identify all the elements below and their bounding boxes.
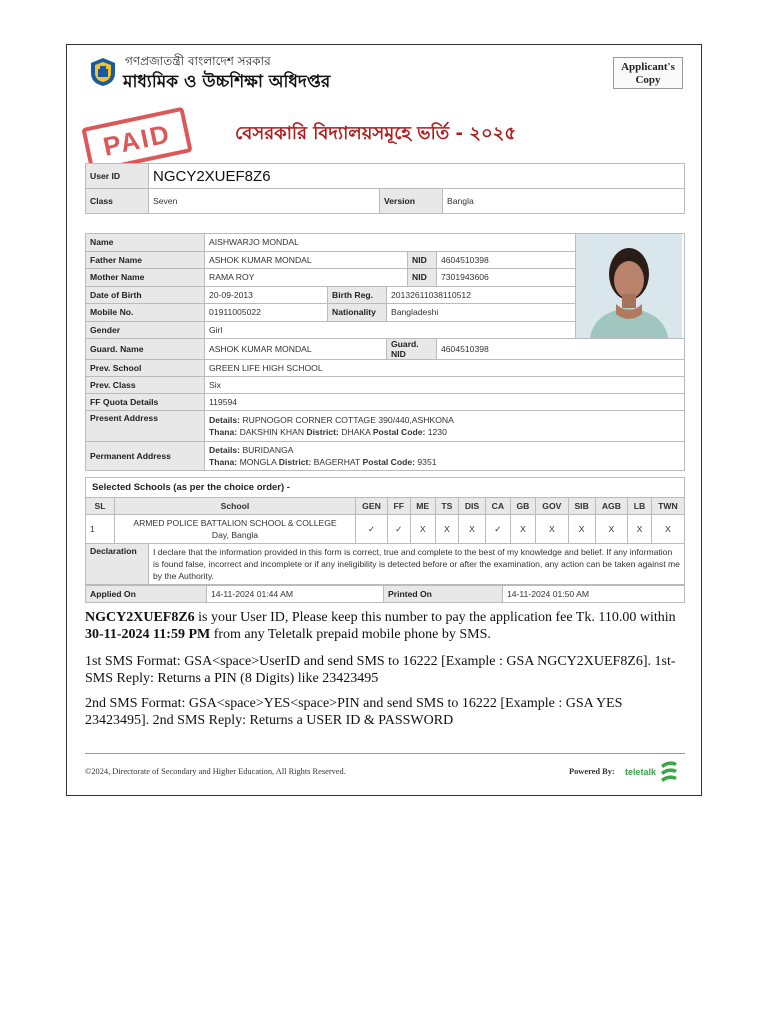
permanent-thana-value: MONGLA [239, 457, 277, 467]
guardian-name-label: Guard. Name [86, 339, 205, 360]
quota-mark-twn: X [651, 515, 684, 544]
present-thana-value: DAKSHIN KHAN [239, 427, 305, 437]
schools-body [86, 515, 685, 544]
schools-header-row [86, 498, 685, 515]
school-name-cell [115, 515, 356, 544]
government-name: গণপ্রজাতন্ত্রী বাংলাদেশ সরকার [125, 54, 271, 68]
quota-mark-agb: X [595, 515, 628, 544]
version-value: Bangla [443, 189, 685, 214]
dates-table [85, 585, 685, 603]
quota-mark-lb: X [628, 515, 652, 544]
quota-mark-gov: X [536, 515, 569, 544]
teletalk-brand: teletalk [625, 767, 657, 777]
instruction-text-b: from any Teletalk prepaid mobile phone by SMS. [210, 627, 491, 642]
applicant-details-table [85, 233, 685, 471]
schools-column-agb: AGB [595, 498, 628, 515]
prev-school-value: GREEN LIFE HIGH SCHOOL [205, 360, 685, 377]
applicant-copy-badge [613, 57, 683, 89]
present-postal-value: 1230 [427, 427, 447, 437]
applied-on-label: Applied On [86, 586, 207, 603]
copyright-text: ©2024, Directorate of Secondary and Higher Education, All Rights Reserved. [85, 767, 346, 776]
version-label: Version [380, 189, 443, 214]
powered-by-label: Powered By: [569, 767, 615, 776]
government-logo-icon [89, 57, 117, 87]
prev-class-value: Six [205, 377, 685, 394]
school-shift: Day, Bangla [211, 530, 259, 540]
permanent-address-value [205, 442, 685, 471]
birth-reg-label: Birth Reg. [328, 286, 387, 304]
ff-quota-label: FF Quota Details [86, 394, 205, 411]
declaration-table [85, 543, 685, 585]
quota-mark-ff: ✓ [387, 515, 410, 544]
instruction-deadline: 30-11-2024 11:59 PM [85, 627, 211, 642]
mother-name-value: RAMA ROY [205, 269, 408, 287]
permanent-district-value: BAGERHAT [313, 457, 361, 467]
paid-stamp: PAID [81, 107, 192, 174]
class-value: Seven [149, 189, 380, 214]
father-nid-value: 4604510398 [437, 251, 576, 269]
quota-mark-gen: ✓ [356, 515, 388, 544]
applicant-photo [576, 234, 682, 338]
present-district-value: DHAKA [341, 427, 371, 437]
applied-on-value: 14-11-2024 01:44 AM [207, 586, 384, 603]
dob-value: 20-09-2013 [205, 286, 328, 304]
instruction-user-id: NGCY2XUEF8Z6 [85, 610, 195, 625]
present-details-value: RUPNOGOR CORNER COTTAGE 390/440,ASHKONA [242, 415, 454, 425]
quota-mark-gb: X [510, 515, 535, 544]
quota-mark-ca: ✓ [485, 515, 510, 544]
printed-on-label: Printed On [384, 586, 503, 603]
selected-schools-heading: Selected Schools (as per the choice order) - [85, 477, 685, 497]
photo-cell [576, 234, 685, 339]
schools-column-dis: DIS [458, 498, 485, 515]
footer-divider [85, 753, 685, 754]
gender-label: Gender [86, 321, 205, 339]
mobile-label: Mobile No. [86, 304, 205, 322]
declaration-label: Declaration [86, 544, 149, 585]
schools-column-lb: LB [628, 498, 652, 515]
declaration-text: I declare that the information provided in this form is correct, true and complete to the best of my knowledge and belief. If any information is found false, incorrect and incomplete or if any ineligibility is detected before or after the examination, any action can be taken against me by the Authority. [149, 544, 685, 585]
permanent-thana-label: Thana: [209, 457, 238, 467]
nationality-label: Nationality [328, 304, 387, 322]
schools-column-ca: CA [485, 498, 510, 515]
prev-school-label: Prev. School [86, 360, 205, 377]
class-label: Class [86, 189, 149, 214]
prev-class-label: Prev. Class [86, 377, 205, 394]
guardian-nid-value: 4604510398 [437, 339, 685, 360]
table-row [86, 515, 685, 544]
quota-mark-dis: X [458, 515, 485, 544]
copy-label-line-2: Copy [635, 74, 661, 86]
mother-name-label: Mother Name [86, 269, 205, 287]
present-address-value [205, 411, 685, 442]
selected-schools-table [85, 497, 685, 544]
schools-column-gb: GB [510, 498, 535, 515]
teletalk-logo-icon [659, 759, 679, 783]
user-id-label: User ID [86, 164, 149, 189]
schools-column-ff: FF [387, 498, 410, 515]
schools-column-ts: TS [435, 498, 458, 515]
schools-column-gen: GEN [356, 498, 388, 515]
name-value: AISHWARJO MONDAL [205, 234, 576, 252]
schools-column-school: School [115, 498, 356, 515]
school-name: ARMED POLICE BATTALION SCHOOL & COLLEGE [133, 518, 337, 528]
admission-form [66, 44, 702, 796]
form-title: বেসরকারি বিদ্যালয়সমূহে ভর্তি - ২০২৫ [235, 123, 517, 144]
permanent-address-label: Permanent Address [86, 442, 205, 471]
payment-instruction [85, 609, 685, 643]
schools-column-twn: TWN [651, 498, 684, 515]
father-nid-label: NID [408, 251, 437, 269]
sms-format-2: 2nd SMS Format: GSA<space>YES<space>PIN and send SMS to 16222 [Example : GSA YES 23423495]. 2nd SMS Reply: Returns a USER ID & PASSWORD [85, 696, 623, 728]
present-address-label: Present Address [86, 411, 205, 442]
birth-reg-value: 20132611038110512 [387, 286, 576, 304]
sms-format-1: 1st SMS Format: GSA<space>UserID and send SMS to 16222 [Example : GSA NGCY2XUEF8Z6]. 1st-SMS Reply: Returns a PIN (8 Digits) like 23423495 [85, 654, 676, 686]
schools-column-me: ME [410, 498, 435, 515]
quota-mark-me: X [410, 515, 435, 544]
gender-value: Girl [205, 321, 576, 339]
permanent-postal-value: 9351 [417, 457, 437, 467]
applicant-photo-image [576, 234, 682, 338]
school-sl: 1 [86, 515, 115, 544]
instruction-text-a: is your User ID, Please keep this number to pay the application fee Tk. 110.00 within [194, 610, 676, 625]
copy-label-line-1: Applicant's [621, 61, 675, 73]
schools-column-sib: SIB [568, 498, 595, 515]
basic-info-table [85, 163, 685, 214]
permanent-district-label: District: [278, 457, 312, 467]
permanent-details-label: Details: [209, 445, 241, 455]
name-label: Name [86, 234, 205, 252]
dob-label: Date of Birth [86, 286, 205, 304]
quota-mark-ts: X [435, 515, 458, 544]
user-id-value: NGCY2XUEF8Z6 [149, 164, 685, 189]
guardian-nid-label: Guard. NID [387, 339, 437, 360]
schools-column-sl: SL [86, 498, 115, 515]
present-postal-label: Postal Code: [372, 427, 426, 437]
mobile-value: 01911005022 [205, 304, 328, 322]
ff-quota-value: 119594 [205, 394, 685, 411]
printed-on-value: 14-11-2024 01:50 AM [503, 586, 685, 603]
department-name: মাধ্যমিক ও উচ্চশিক্ষা অধিদপ্তর [123, 72, 331, 92]
present-thana-label: Thana: [209, 427, 238, 437]
guardian-name-value: ASHOK KUMAR MONDAL [205, 339, 387, 360]
mother-nid-value: 7301943606 [437, 269, 576, 287]
present-details-label: Details: [209, 415, 241, 425]
mother-nid-label: NID [408, 269, 437, 287]
permanent-details-value: BURIDANGA [242, 445, 294, 455]
quota-mark-sib: X [568, 515, 595, 544]
schools-column-gov: GOV [536, 498, 569, 515]
father-name-label: Father Name [86, 251, 205, 269]
father-name-value: ASHOK KUMAR MONDAL [205, 251, 408, 269]
present-district-label: District: [306, 427, 339, 437]
permanent-postal-label: Postal Code: [362, 457, 416, 467]
nationality-value: Bangladeshi [387, 304, 576, 322]
